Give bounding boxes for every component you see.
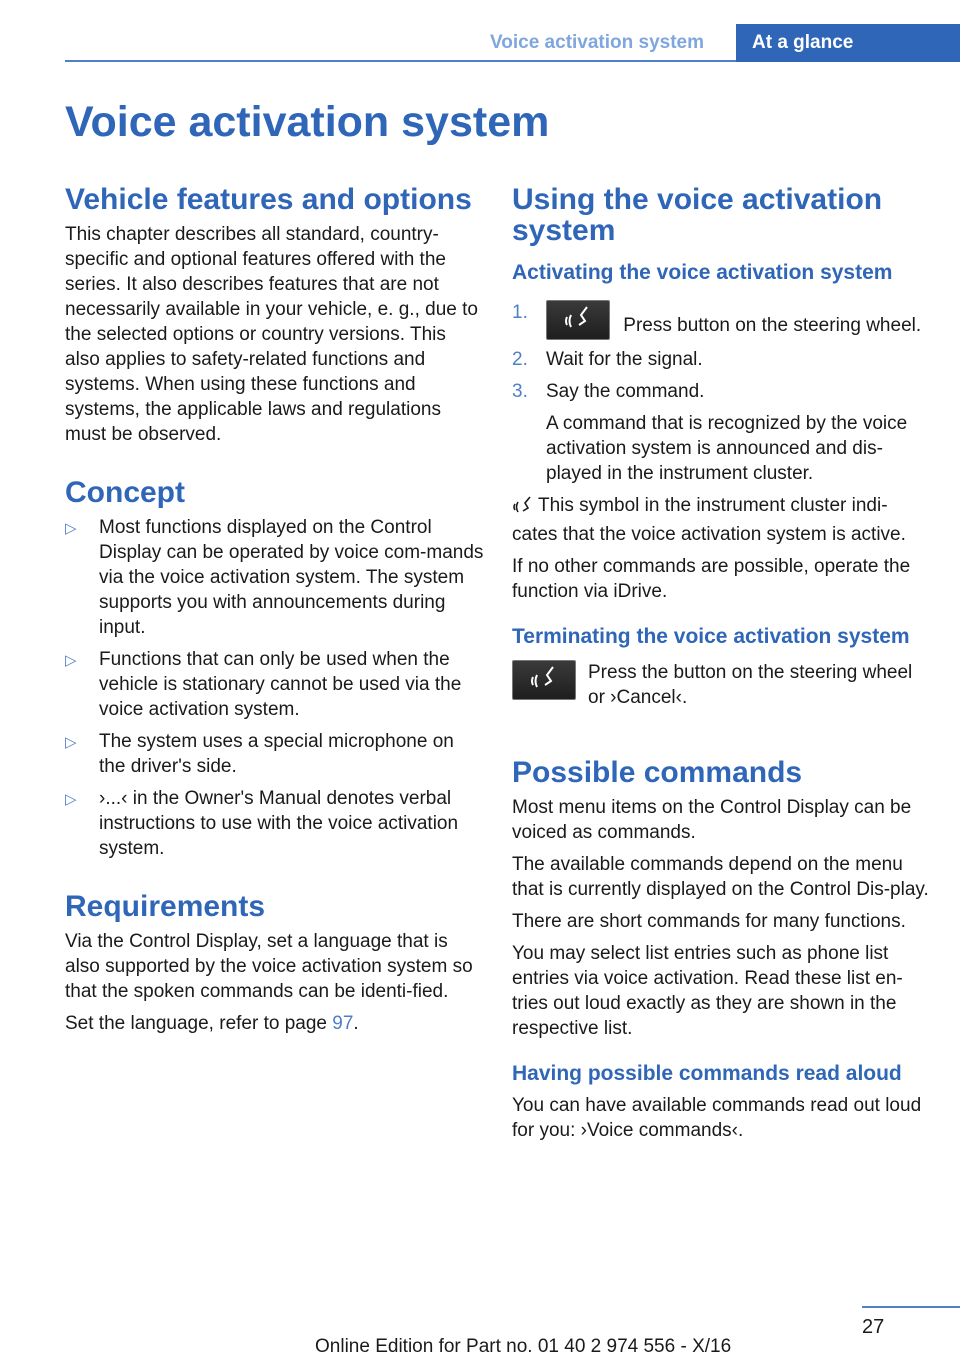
page-reference-link[interactable]: 97: [332, 1013, 354, 1034]
voice-activation-button-icon: [512, 660, 576, 700]
activating-heading: Activating the voice activation system: [512, 261, 893, 284]
list-item: ▷ ›...‹ in the Owner's Manual denotes verbal instructions to use with the voice activation system.: [65, 788, 459, 859]
activation-steps: [512, 300, 932, 486]
right-column: [512, 184, 932, 1150]
list-item: ▷ Most functions displayed on the Control Display can be operated by voice com-mands via the voice activation system. The system supports you with announcements during input.: [65, 517, 484, 638]
triangle-right-icon: ▷: [65, 734, 77, 751]
left-column: [65, 184, 485, 1043]
terminating-text: Press the button on the steering wheel or ›Cancel‹.: [588, 662, 913, 708]
concept-list: [65, 515, 485, 861]
read-aloud-heading: Having possible commands read aloud: [512, 1062, 902, 1085]
possible-paragraph: Most menu items on the Control Display can be voiced as commands.: [512, 797, 912, 843]
page-number: 27: [862, 1316, 885, 1338]
step3-detail: A command that is recognized by the voice activation system is announced and dis-played in the instrument cluster.: [546, 413, 908, 484]
possible-paragraph: You may select list entries such as phone list entries via voice activation. Read these list en-tries out loud exactly as they are shown in the respective list.: [512, 943, 903, 1039]
possible-commands-heading: Possible commands: [512, 756, 803, 789]
voice-activation-symbol-icon: [512, 495, 534, 522]
list-item: 1. Press button on the steering wheel.: [512, 300, 932, 340]
symbol-text-paragraph: This symbol in the instrument cluster indi-cates that the voice activation system is active.: [512, 495, 906, 545]
page-title: Voice activation system: [65, 98, 550, 146]
list-item: ▷ The system uses a special microphone on the driver's side.: [65, 731, 454, 777]
header-chapter-tab: At a glance: [736, 24, 960, 62]
possible-paragraph: The available commands depend on the menu that is currently displayed on the Control Dis-play.: [512, 854, 929, 900]
using-heading: Using the voice activation system: [512, 183, 883, 247]
voice-activation-button-icon: [546, 300, 610, 340]
requirements-text: Via the Control Display, set a language that is also supported by the voice activation system so that the spoken commands can be identi-fied.: [65, 931, 473, 1002]
possible-paragraph: There are short commands for many functions.: [512, 911, 906, 932]
triangle-right-icon: ▷: [65, 652, 77, 669]
edition-footer: Online Edition for Part no. 01 40 2 974 556 - X/16: [315, 1336, 732, 1357]
triangle-right-icon: ▷: [65, 520, 77, 537]
terminating-block: [512, 660, 932, 717]
read-aloud-text: You can have available commands read out loud for you: ›Voice commands‹.: [512, 1095, 922, 1141]
terminating-heading: Terminating the voice activation system: [512, 625, 910, 648]
features-heading: Vehicle features and options: [65, 183, 472, 216]
header-section-label: Voice activation system: [490, 32, 705, 53]
concept-heading: Concept: [65, 476, 185, 509]
requirements-heading: Requirements: [65, 890, 266, 923]
list-item: ▷ Functions that can only be used when the vehicle is stationary cannot be used via the voice activation system.: [65, 649, 462, 720]
features-text: This chapter describes all standard, country-specific and optional features offered with the series. It also describes features that are not necessarily available in your vehicle, e. g., due to the selected options or country versions. This also applies to safety-related functions and systems. When using these functions and systems, the applicable laws and regulations must be observed.: [65, 224, 478, 445]
footer-rule: [862, 1306, 960, 1308]
requirements-reference: Set the language, refer to page 97.: [65, 1013, 359, 1034]
list-item: 2. Wait for the signal.: [512, 349, 703, 370]
triangle-right-icon: ▷: [65, 791, 77, 808]
no-commands-text: If no other commands are possible, operate the function via iDrive.: [512, 556, 911, 602]
list-item: 3. Say the command. A command that is recognized by the voice activation system is announced and dis-played in the instrument cluster.: [512, 379, 932, 486]
